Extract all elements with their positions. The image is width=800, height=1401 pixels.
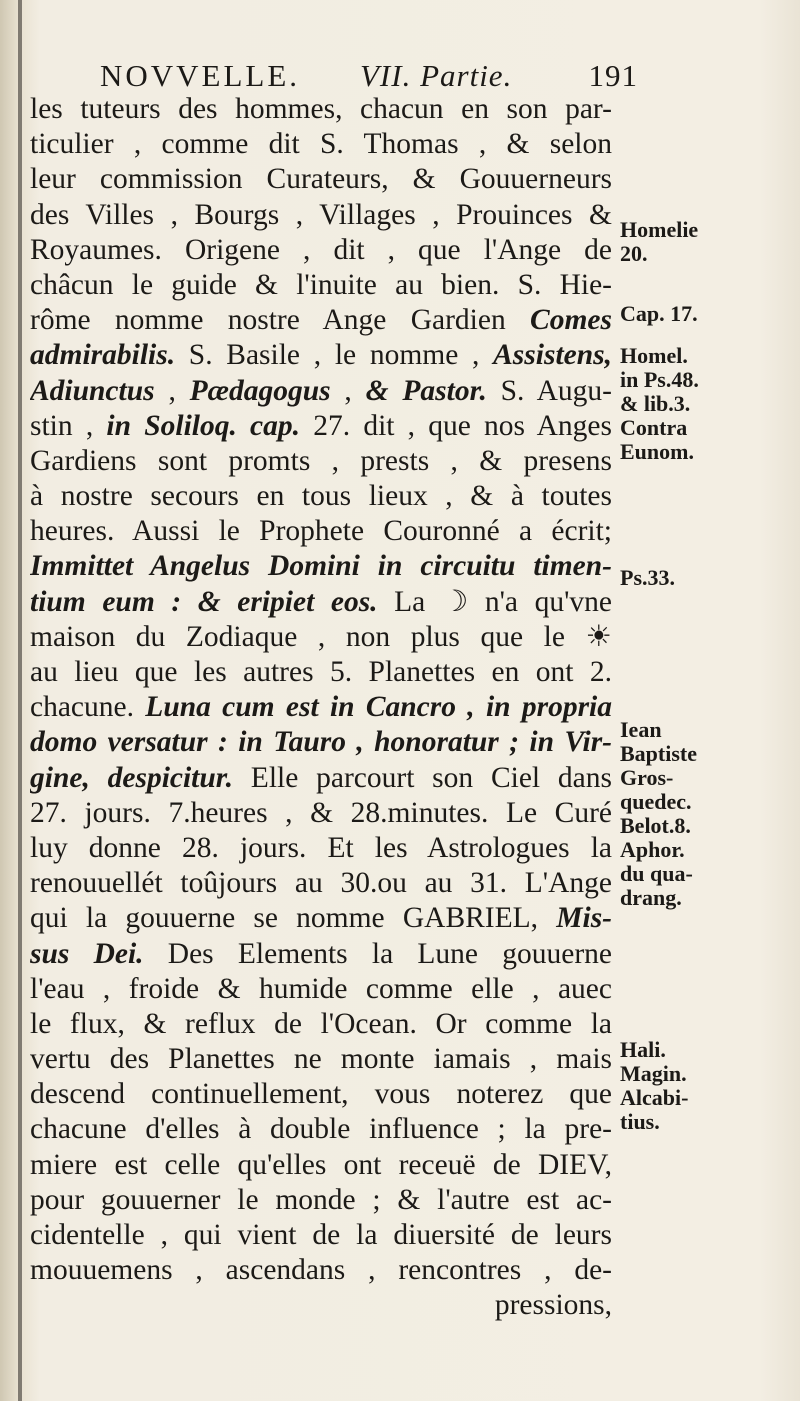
margin-note: Homel. in Ps.48. & lib.3. Contra Eunom.: [620, 343, 699, 464]
italic-span: Comes: [530, 304, 612, 337]
text-line: [30, 690, 612, 725]
margin-note: Hali. Magin. Alcabi- tius.: [620, 1037, 689, 1134]
text-span: S. Basile , le nomme ,: [175, 339, 494, 372]
header-title: NOVVELLE.: [100, 58, 301, 93]
margin-note: Iean Baptiste Gros- quedec. Belot.8. Aphor. du qua- drang.: [620, 717, 697, 910]
text-span: renouuellét toûjours au 30.ou au 31. L'Ange: [30, 867, 612, 900]
text-span: maison du Zodiaque , non plus que le ☀: [30, 620, 612, 653]
text-line: [30, 1112, 612, 1147]
text-line: [30, 1148, 612, 1183]
text-span: Gardiens sont promts , prests , & presens: [30, 444, 612, 477]
text-line: [30, 1183, 612, 1218]
text-line: [30, 972, 612, 1007]
italic-span: Immittet Angelus Domini in circuitu timen-: [30, 550, 612, 583]
text-span: des Villes , Bourgs , Villages , Prouinces &: [30, 198, 612, 231]
text-span: ticulier , comme dit S. Thomas , & selon: [30, 128, 612, 161]
text-line: [30, 162, 612, 197]
text-span: ,: [330, 374, 366, 407]
italic-span: Assistens,: [493, 339, 612, 372]
text-line: [30, 1218, 612, 1253]
text-span: chacune d'elles à double influence ; la pre-: [30, 1113, 612, 1146]
text-line: [30, 761, 612, 796]
text-span: mouuemens , ascendans , rencontres , de-: [30, 1254, 612, 1287]
text-line: [30, 725, 612, 760]
text-line: [30, 1253, 612, 1288]
text-span: miere est celle qu'elles ont receuë de DIEV,: [30, 1148, 612, 1181]
text-line: [30, 620, 612, 655]
text-span: chacune.: [30, 691, 146, 724]
text-line: [30, 937, 612, 972]
text-line: [30, 374, 612, 409]
text-span: au lieu que les autres 5. Planettes en ont 2.: [30, 656, 612, 688]
text-span: 27. dit , que nos Anges: [300, 409, 612, 442]
text-line: [30, 268, 612, 303]
text-line: [30, 901, 612, 936]
binding-gutter: [18, 0, 22, 1401]
text-line: [30, 866, 612, 901]
text-line: [30, 1007, 612, 1042]
main-text-block: [30, 92, 612, 1324]
text-span: luy donne 28. jours. Et les Astrologues la: [30, 831, 612, 864]
text-line: [30, 444, 612, 479]
text-line: [30, 338, 612, 373]
margin-note: Homelie 20.: [620, 217, 699, 266]
text-span: descend continuellement, vous noterez que: [30, 1078, 612, 1111]
text-line: [30, 796, 612, 831]
text-line: [30, 514, 612, 549]
text-span: Royaumes. Origene , dit , que l'Ange de: [30, 233, 612, 266]
text-line: [30, 585, 612, 620]
header-part: VII. Partie.: [360, 58, 513, 93]
text-line: [30, 127, 612, 162]
text-span: cidentelle , qui vient de la diuersité de leurs: [30, 1219, 612, 1251]
italic-span: tium eum : & eripiet eos.: [30, 585, 378, 618]
text-span: l'eau , froide & humide comme elle , auec: [30, 972, 612, 1005]
text-line: [30, 198, 612, 233]
italic-span: Mis-: [556, 902, 612, 935]
text-span: pour gouuerner le monde ; & l'autre est ac-: [30, 1183, 612, 1216]
text-line: [30, 233, 612, 268]
text-line: [30, 1077, 612, 1112]
italic-span: domo versatur : in Tauro , honoratur ; in Vir-: [30, 726, 612, 759]
italic-span: Adiunctus: [30, 374, 155, 407]
page-number: 191: [588, 58, 638, 93]
margin-note: Ps.33.: [620, 565, 675, 590]
italic-span: gine, despicitur.: [30, 761, 234, 794]
text-line: [30, 831, 612, 866]
text-span: ,: [154, 374, 190, 407]
text-line: [30, 1042, 612, 1077]
text-span: La ☽ n'a qu'vne: [377, 585, 612, 618]
text-span: 27. jours. 7.heures , & 28.minutes. Le Curé: [30, 796, 612, 829]
text-line: [30, 549, 612, 584]
margin-note: Cap. 17.: [620, 301, 698, 326]
text-span: vertu des Planettes ne monte iamais , mais: [30, 1043, 612, 1076]
text-span: stin ,: [30, 409, 107, 442]
text-line: [30, 655, 612, 690]
text-span: heures. Aussi le Prophete Couronné a écrit;: [30, 515, 612, 548]
text-line: [30, 92, 612, 127]
text-line: [30, 303, 612, 338]
italic-span: & Pastor.: [365, 374, 487, 407]
text-span: Elle parcourt son Ciel dans: [233, 761, 612, 794]
text-span: à nostre secours en tous lieux , & à toutes: [30, 480, 612, 513]
text-span: rôme nomme nostre Ange Gardien: [30, 304, 531, 337]
text-span: châcun le guide & l'inuite au bien. S. Hie-: [30, 268, 612, 301]
text-span: S. Augu-: [486, 374, 612, 407]
text-line: [30, 1288, 612, 1323]
text-line: [30, 479, 612, 514]
text-span: Des Elements la Lune gouuerne: [143, 937, 612, 970]
italic-span: admirabilis.: [30, 339, 176, 372]
italic-span: sus Dei.: [30, 937, 144, 970]
italic-span: Pædagogus: [189, 374, 331, 407]
italic-span: in Soliloq. cap.: [106, 409, 301, 442]
text-span: le flux, & reflux de l'Ocean. Or comme la: [30, 1007, 612, 1040]
text-span: pressions,: [494, 1289, 612, 1322]
text-line: [30, 409, 612, 444]
italic-span: Luna cum est in Cancro , in propria: [145, 691, 612, 724]
text-span: qui la gouuerne se nomme GABRIEL,: [30, 902, 557, 935]
text-span: leur commission Curateurs, & Gouuerneurs: [30, 163, 612, 196]
text-span: les tuteurs des hommes, chacun en son par-: [30, 93, 612, 125]
